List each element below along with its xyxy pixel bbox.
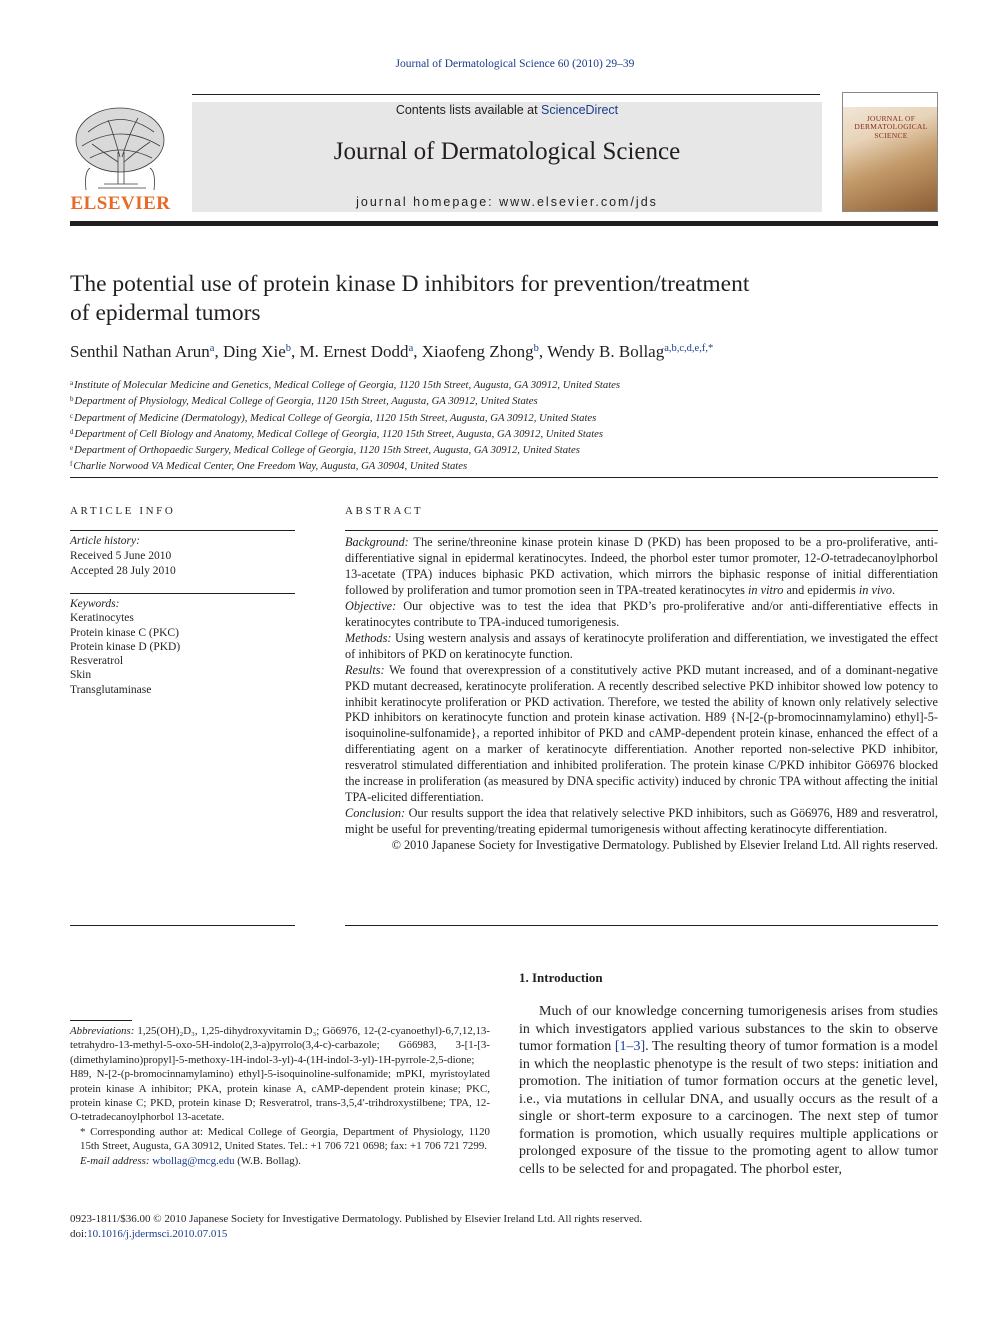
abstract-copyright: © 2010 Japanese Society for Investigative Dermatology. Published by Elsevier Ireland Ltd. All rights reserved. bbox=[391, 838, 938, 853]
article-title bbox=[70, 270, 930, 328]
affiliation-mark: d bbox=[70, 427, 74, 436]
doi-link[interactable]: 10.1016/j.jdermsci.2010.07.015 bbox=[87, 1228, 228, 1240]
reference-link[interactable]: [1–3] bbox=[614, 1039, 646, 1054]
corresponding-author-footnote: * Corresponding author at: Medical College of Georgia, Department of Physiology, 1120 15th Street, Augusta, GA 30912, United States. Tel.: +1 706 721 0698; fax: +1 706 721 7299. bbox=[80, 1125, 490, 1153]
affiliation-mark: a bbox=[70, 379, 74, 387]
article-info-divider bbox=[70, 530, 295, 531]
background-text: in vivo bbox=[858, 582, 892, 597]
contents-prefix: Contents lists available at bbox=[395, 103, 542, 117]
author-name: Senthil Nathan Arun bbox=[70, 342, 210, 361]
affiliation-item bbox=[70, 425, 930, 441]
methods-text: Using western analysis and assays of keratinocyte proliferation and differentiation, we investigated the effect of inhibitors of PKD on keratinocyte function. bbox=[345, 630, 938, 661]
author-name: Wendy B. Bollag bbox=[547, 342, 665, 361]
footnotes bbox=[70, 1024, 490, 1168]
doi-prefix: doi: bbox=[70, 1228, 88, 1240]
header-top-rule bbox=[192, 94, 820, 95]
affiliation-mark: b bbox=[70, 395, 74, 404]
keyword-item: Skin bbox=[70, 669, 92, 682]
affiliation-mark: c bbox=[70, 411, 74, 420]
background-text: O bbox=[820, 550, 830, 565]
objective-label: Objective: bbox=[345, 598, 397, 613]
conclusion-text: Our results support the idea that relatively selective PKD inhibitors, such as Gö6976, H89 and resveratrol, might be useful for preventing/treating epidermal tumorigenesis without affecting keratinocyte differentiation. bbox=[345, 806, 938, 837]
affiliation-text: Department of Cell Biology and Anatomy, Medical College of Georgia, 1120 15th Street, Augusta, GA 30912, United States bbox=[74, 427, 604, 440]
background-label: Background: bbox=[345, 535, 409, 549]
keywords-divider bbox=[70, 593, 295, 594]
affiliation-item bbox=[70, 409, 930, 425]
keyword-item: Resveratrol bbox=[70, 655, 124, 668]
introduction-heading: 1. Introduction bbox=[519, 970, 603, 985]
keywords-label: Keywords: bbox=[70, 598, 120, 610]
email-label: E-mail address: bbox=[80, 1154, 150, 1167]
journal-cover-thumbnail[interactable] bbox=[842, 92, 938, 212]
doi-line bbox=[70, 1227, 940, 1242]
affiliation-text: Department of Orthopaedic Surgery, Medical College of Georgia, 1120 15th Street, Augusta, GA 30912, United States bbox=[74, 444, 580, 457]
abstract-objective bbox=[345, 599, 938, 631]
conclusion-label: Conclusion: bbox=[345, 806, 406, 821]
intro-text-part: Much of our knowledge concerning tumorigenesis arises from studies in which investigators applied various substances to the skin to observe tumor formation bbox=[519, 1004, 938, 1054]
abstract-label: ABSTRACT bbox=[345, 505, 424, 517]
results-label: Results: bbox=[345, 662, 385, 677]
affiliation-text: Charlie Norwood VA Medical Center, One Freedom Way, Augusta, GA 30904, United States bbox=[73, 460, 468, 473]
journal-homepage[interactable]: journal homepage: www.elsevier.com/jds bbox=[356, 195, 658, 209]
email-link[interactable]: wbollag@mcg.edu bbox=[152, 1154, 235, 1167]
article-history bbox=[70, 534, 295, 579]
affiliation-text: Institute of Molecular Medicine and Genetics, Medical College of Georgia, 1120 15th Street, Augusta, GA 30912, United States bbox=[74, 379, 621, 391]
abbreviations-label: Abbreviations: bbox=[70, 1025, 135, 1037]
email-suffix: (W.B. Bollag). bbox=[234, 1154, 301, 1167]
journal-name: Journal of Dermatological Science bbox=[333, 138, 681, 165]
affiliation-mark: e bbox=[70, 444, 74, 453]
abstract-body bbox=[345, 535, 938, 854]
page-footer bbox=[70, 1212, 940, 1242]
author-name: M. Ernest Dodd bbox=[299, 342, 409, 361]
article-info-label: ARTICLE INFO bbox=[70, 505, 176, 517]
background-text: The serine/threonine kinase protein kinase D (PKD) has been proposed to be a pro-proliferative, anti-differentiative signal in epidermal keratinocytes. Indeed, the phorbol ester tumor promoter, 12- bbox=[345, 535, 938, 565]
background-text: . bbox=[891, 582, 896, 597]
title-line-1: The potential use of protein kinase D inhibitors for prevention/treatment bbox=[70, 271, 750, 297]
affiliation-item bbox=[70, 392, 930, 408]
author-name: Xiaofeng Zhong bbox=[421, 342, 534, 361]
cover-title: JOURNAL OF DERMATOLOGICAL SCIENCE bbox=[854, 114, 928, 140]
keyword-item: Transglutaminase bbox=[70, 683, 152, 696]
sciencedirect-link[interactable]: ScienceDirect bbox=[541, 103, 619, 117]
author-affiliation-mark[interactable]: a bbox=[209, 343, 215, 354]
history-label: Article history: bbox=[70, 535, 140, 547]
affiliation-text: Department of Medicine (Dermatology), Medical College of Georgia, 1120 15th Street, Augusta, GA 30912, United States bbox=[74, 411, 597, 424]
abstract-background bbox=[345, 535, 938, 599]
footnote-rule bbox=[70, 1020, 132, 1021]
author-affiliation-mark[interactable]: b bbox=[533, 343, 539, 354]
affiliations bbox=[70, 376, 930, 474]
cover-top-bar bbox=[843, 93, 938, 107]
accepted-date: Accepted 28 July 2010 bbox=[70, 565, 176, 577]
keyword-item: Protein kinase D (PKD) bbox=[70, 640, 181, 653]
title-line-2: of epidermal tumors bbox=[70, 300, 261, 326]
methods-label: Methods: bbox=[345, 630, 392, 645]
objective-text: Our objective was to test the idea that PKD’s pro-proliferative and/or anti-differentiative effects in keratinocytes contribute to TPA-induced tumorigenesis. bbox=[345, 598, 938, 629]
author-affiliation-mark[interactable]: a,b,c,d,e,f,* bbox=[664, 343, 714, 354]
journal-citation[interactable]: Journal of Dermatological Science 60 (2010) 29–39 bbox=[395, 58, 635, 70]
issn-line: 0923-1811/$36.00 © 2010 Japanese Society for Investigative Dermatology. Published by Elsevier Ireland Ltd. All rights reserved. bbox=[70, 1213, 643, 1225]
abstract-results bbox=[345, 663, 938, 807]
contents-line bbox=[192, 103, 822, 117]
affiliation-item bbox=[70, 376, 930, 392]
author-name: Ding Xie bbox=[222, 342, 286, 361]
affiliation-mark: f bbox=[70, 460, 73, 469]
abstract-divider bbox=[345, 530, 938, 531]
background-text: -tetradecanoylphorbol 13-acetate (TPA) induces biphasic PKD activation, which mirrors the biphasic response of initial differentiation followed by proliferation and tumor promotion seen in TPA-treated keratinocytes bbox=[345, 550, 938, 597]
keywords bbox=[70, 597, 295, 697]
affiliation-item bbox=[70, 441, 930, 457]
author-list: Senthil Nathan Arun$^a$, Ding Xie$^b$, M. Ernest Dodd$^a$, Xiaofeng Zhong$^b$, Wendy B. Bollag$^{a,b,c,d,e,f,*}$ bbox=[70, 342, 714, 361]
email-footnote bbox=[70, 1154, 490, 1168]
introduction-text bbox=[519, 1003, 938, 1197]
elsevier-logo-text: ELSEVIER bbox=[70, 193, 171, 214]
results-text: We found that overexpression of a constitutively active PKD mutant increased, and of a dominant-negative PKD mutant decreased, keratinocyte proliferation. A recently described selective PKD inhibitor showed low potency to inhibit keratinocyte proliferation or PKD activation. Therefore, we tested the ability of known only relatively selective PKD inhibitors on keratinocyte function and protein kinase activation. H89 {N-[2-(p-bromocinnamylamino) ethyl]-5-isoquinoline-sulfonamide}, a reported inhibitor of PKD and cAMP-dependent protein kinase, enhanced the effect of a differentiating agent on a marker of keratinocyte differentiation. Another reported non-selective PKD inhibitor, resveratrol stimulated differentiation and inhibited proliferation. The protein kinase C/PKD inhibitor Gö6976 blocked the increase in proliferation (as measured by DNA specific activity) induced by chronic TPA without affecting the initial TPA-elicited differentiation. bbox=[345, 662, 938, 805]
affiliation-item bbox=[70, 457, 930, 473]
author-affiliation-mark[interactable]: a bbox=[408, 343, 414, 354]
abbreviations-text: 1,25(OH)₂D₃, 1,25-dihydroxyvitamin D₃; Gö6976, 12-(2-cyanoethyl)-6,7,12,13-tetrahydro-13-methyl-5-oxo-5H-indolo(2,3-a)pyrrolo(3,4-c)-carbazole; Gö6983, 3-[1-[3-(dimethylamino)propyl]-5-methoxy-1H-indol-3-yl)-4-(1H-indol-3-yl)-1H-pyrrole-2,5-dione; H89, N-[2-(p-bromocinnamylamino) ethyl]-5-isoquinoline-sulfonamide; mPKI, myristoylated protein kinase A inhibitor; PKA, protein kinase A, cAMP-dependent protein kinase; PKC, protein kinase C; PKD, protein kinase D; Resveratrol, trans-3,5,4′-trihdroxystilbene; TPA, 12-O-tetradecanoylphorbol 13-acetate. bbox=[70, 1025, 490, 1124]
received-date: Received 5 June 2010 bbox=[70, 550, 172, 562]
abstract-conclusion bbox=[345, 806, 938, 838]
intro-text-part: . The resulting theory of tumor formation is a model in which the neoplastic phenotype is the result of two steps: initiation and promotion. The initiation of tumor formation occurs at the genetic level, i.e., via mutations in cellular DNA, and usually occurs as the result of a single or short-term exposure to a carcinogen. The next step of tumor formation is promotion, which usually requires multiple applications or prolonged exposure of the tissue to the promoting agent to allow tumor cells to be selected for and propagated. The phorbol ester, bbox=[519, 1039, 938, 1177]
affiliation-divider bbox=[70, 477, 938, 478]
author-affiliation-mark[interactable]: b bbox=[285, 343, 291, 354]
affiliation-text: Department of Physiology, Medical College of Georgia, 1120 15th Street, Augusta, GA 30912, United States bbox=[74, 395, 538, 408]
abbreviations-footnote bbox=[70, 1024, 490, 1125]
article-info-bottom-rule bbox=[70, 925, 295, 926]
abstract-methods bbox=[345, 631, 938, 663]
background-text: in vitro bbox=[747, 582, 784, 597]
background-text: and epidermis bbox=[783, 582, 859, 597]
keyword-item: Keratinocytes bbox=[70, 612, 134, 625]
abstract-bottom-rule bbox=[345, 925, 938, 926]
keyword-item: Protein kinase C (PKC) bbox=[70, 626, 179, 639]
header-thick-rule bbox=[70, 221, 938, 226]
